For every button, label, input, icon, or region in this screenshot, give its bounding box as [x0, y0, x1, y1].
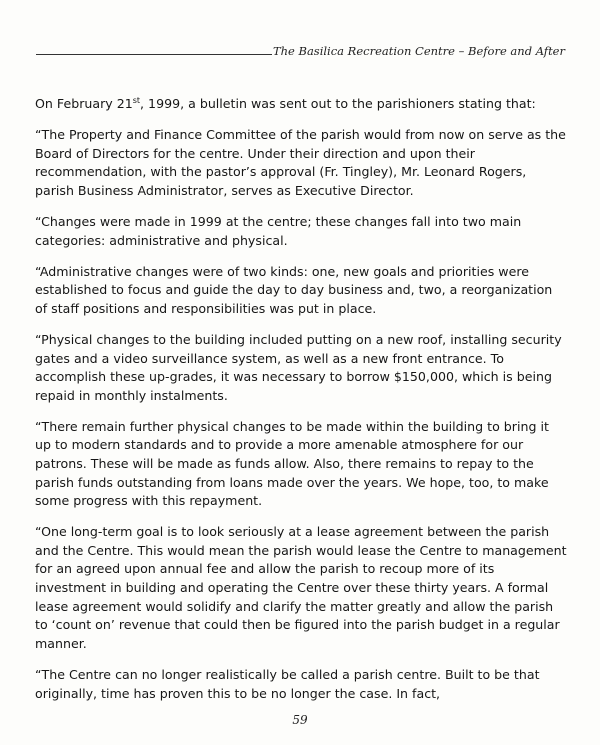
- quote-paragraph-4: “Physical changes to the building included putting on a new roof, installing security gates and a video surveillance system, as well as a new front entrance. To accomplish these up-grades, it was necessary to borrow $150,000, which is being repaid in monthly instalments.: [35, 331, 562, 403]
- quote-paragraph-1: “The Property and Finance Committee of the parish would from now on serve as the Board of Directors for the centre. Under their direction and upon their recommendation, with the pastor’s approval (Fr. Tingley), Mr. Leonard Rogers, parish Business Administrator, serves as Executive Director.: [35, 127, 566, 198]
- intro-text-end: , 1999, a bulletin was sent out to the parishioners stating that:: [140, 96, 536, 111]
- body-text: [35, 95, 568, 716]
- intro-text-start: On February 21: [35, 96, 133, 111]
- intro-paragraph: [35, 95, 568, 114]
- quote-paragraph-3: “Administrative changes were of two kinds: one, new goals and priorities were established to focus and guide the day to day business and, two, a reorganization of staff positions and responsibilities was put in place.: [35, 263, 553, 316]
- header-rule: [36, 54, 272, 55]
- quote-paragraph-5: “There remain further physical changes to be made within the building to bring it up to modern standards and to provide a more amenable atmosphere for our patrons. These will be made as funds allow. Also, there remains to repay to the parish funds outstanding from loans made over the years. We hope, too, to make some progress with this repayment.: [35, 418, 549, 509]
- quote-paragraph-2: “Changes were made in 1999 at the centre; these changes fall into two main categories: administrative and physical.: [35, 213, 522, 248]
- ordinal-suffix: st: [132, 96, 141, 105]
- page-number: 59: [292, 713, 308, 727]
- running-head: The Basilica Recreation Centre – Before and After: [272, 44, 565, 58]
- quote-paragraph-6: “One long-term goal is to look seriously at a lease agreement between the parish and the Centre. This would mean the parish would lease the Centre to management for an agreed upon annual fee and allow the parish to recoup more of its investment in building and operating the Centre over these thirty years. A formal lease agreement would solidify and clarify the matter greatly and allow the parish to ‘count on’ revenue that could then be figured into the parish budget in a regular manner.: [35, 524, 567, 651]
- quote-paragraph-7: “The Centre can no longer realistically be called a parish centre. Built to be that originally, time has proven this to be no longer the case. In fact,: [35, 666, 540, 701]
